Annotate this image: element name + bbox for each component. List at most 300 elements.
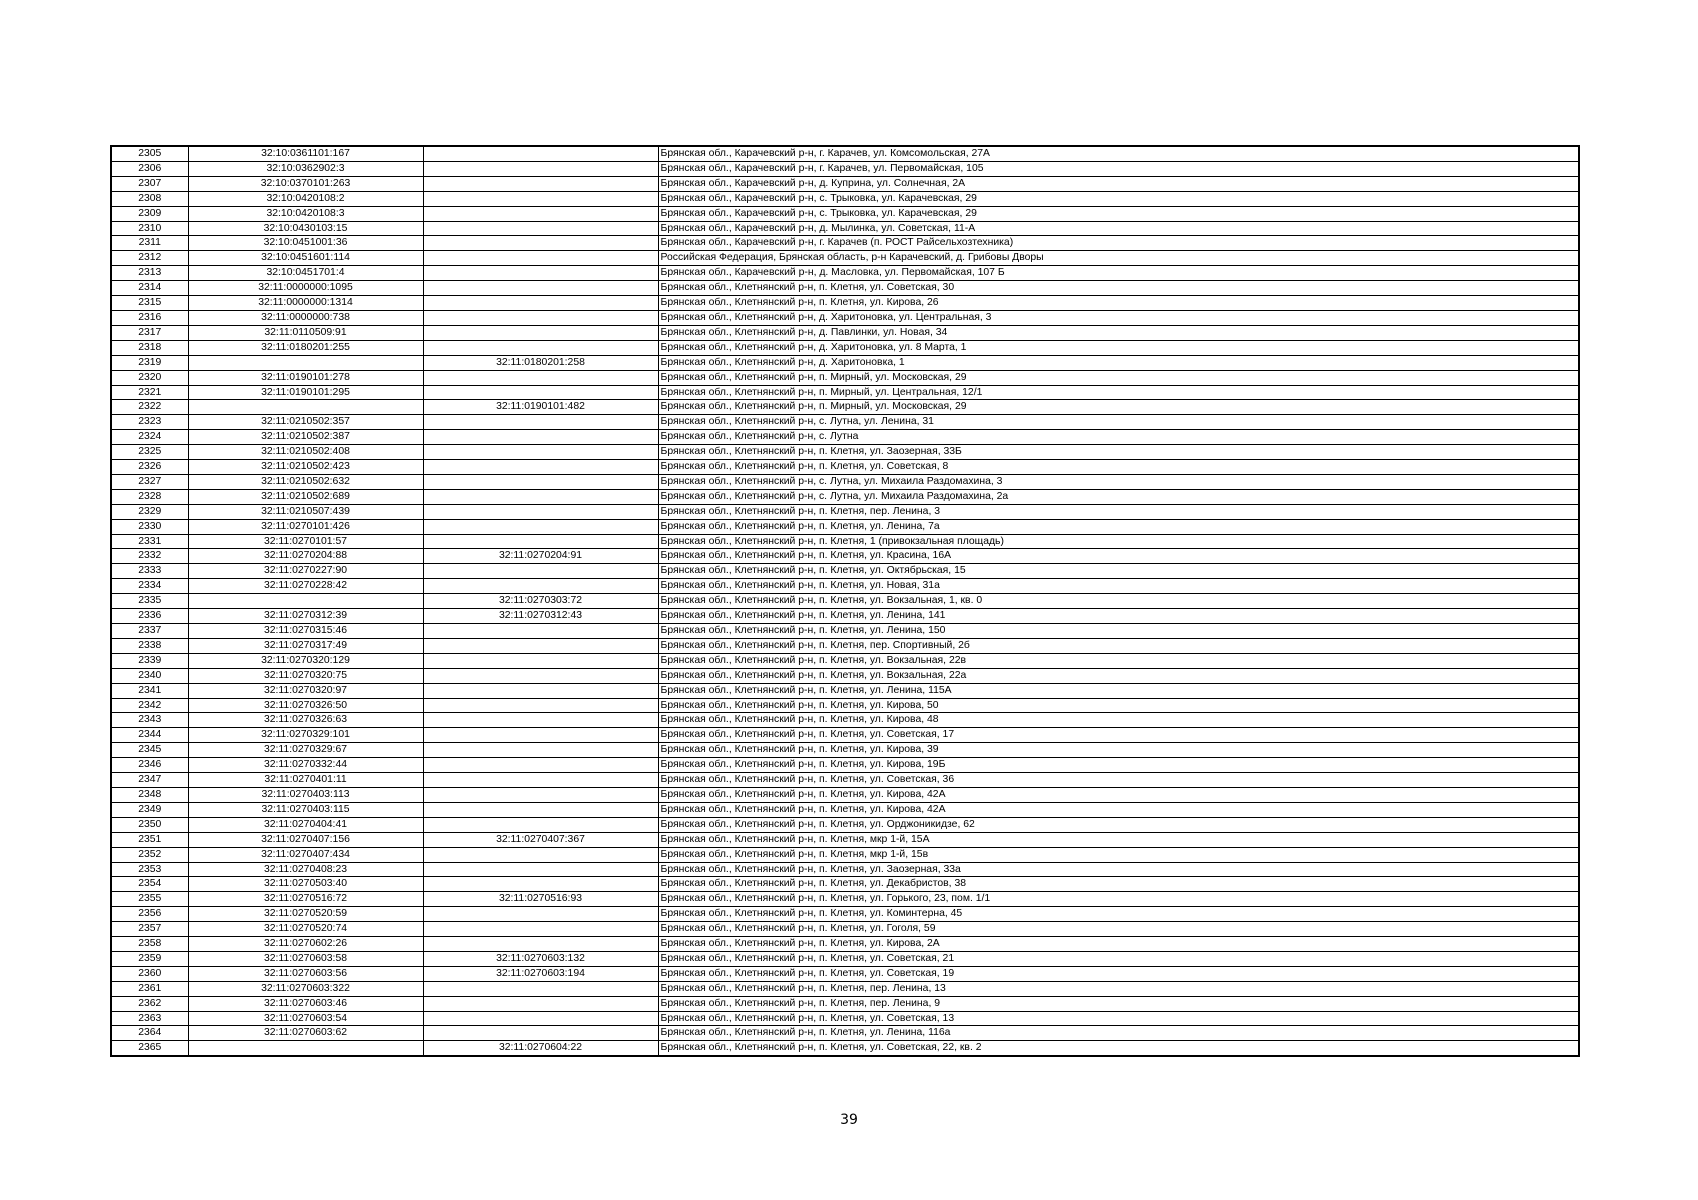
table-row <box>111 266 1579 281</box>
address-cell: Брянская обл., Клетнянский р-н, п. Клетня, ул. Вокзальная, 22а <box>658 668 1579 683</box>
building-cadastral-number-cell <box>423 415 658 430</box>
cadastral-number-cell: 32:11:0270603:58 <box>188 951 423 966</box>
row-number-cell: 2307 <box>111 176 188 191</box>
address-cell: Брянская обл., Клетнянский р-н, п. Клетня, ул. Заозерная, 33Б <box>658 445 1579 460</box>
table-row <box>111 787 1579 802</box>
building-cadastral-number-cell <box>423 370 658 385</box>
table-row <box>111 251 1579 266</box>
cadastral-number-cell: 32:10:0451701:4 <box>188 266 423 281</box>
row-number-cell: 2323 <box>111 415 188 430</box>
address-cell: Брянская обл., Карачевский р-н, г. Карачев (п. РОСТ Райсельхозтехника) <box>658 236 1579 251</box>
table-row <box>111 176 1579 191</box>
building-cadastral-number-cell <box>423 728 658 743</box>
table-row <box>111 296 1579 311</box>
address-cell: Брянская обл., Клетнянский р-н, п. Клетня, ул. Советская, 17 <box>658 728 1579 743</box>
row-number-cell: 2312 <box>111 251 188 266</box>
table-row <box>111 385 1579 400</box>
table-row <box>111 638 1579 653</box>
row-number-cell: 2360 <box>111 966 188 981</box>
table-row <box>111 773 1579 788</box>
building-cadastral-number-cell <box>423 176 658 191</box>
address-cell: Брянская обл., Клетнянский р-н, п. Клетня, мкр 1-й, 15в <box>658 847 1579 862</box>
row-number-cell: 2326 <box>111 460 188 475</box>
row-number-cell: 2364 <box>111 1026 188 1041</box>
building-cadastral-number-cell <box>423 385 658 400</box>
building-cadastral-number-cell: 32:11:0270407:367 <box>423 832 658 847</box>
building-cadastral-number-cell <box>423 534 658 549</box>
address-cell: Брянская обл., Клетнянский р-н, п. Клетня, ул. Красина, 16А <box>658 549 1579 564</box>
table-row <box>111 951 1579 966</box>
table-row <box>111 624 1579 639</box>
row-number-cell: 2311 <box>111 236 188 251</box>
cadastral-number-cell: 32:11:0210502:387 <box>188 430 423 445</box>
row-number-cell: 2352 <box>111 847 188 862</box>
address-cell: Брянская обл., Клетнянский р-н, п. Клетня, ул. Новая, 31а <box>658 579 1579 594</box>
cadastral-number-cell: 32:11:0270603:56 <box>188 966 423 981</box>
table-row <box>111 534 1579 549</box>
table-row <box>111 996 1579 1011</box>
cadastral-number-cell: 32:11:0210507:439 <box>188 504 423 519</box>
cadastral-number-cell: 32:11:0270603:62 <box>188 1026 423 1041</box>
row-number-cell: 2327 <box>111 474 188 489</box>
cadastral-number-cell: 32:11:0270404:41 <box>188 817 423 832</box>
table-row <box>111 922 1579 937</box>
row-number-cell: 2332 <box>111 549 188 564</box>
row-number-cell: 2331 <box>111 534 188 549</box>
address-cell: Брянская обл., Клетнянский р-н, п. Мирный, ул. Московская, 29 <box>658 370 1579 385</box>
table-row <box>111 236 1579 251</box>
cadastral-number-cell: 32:10:0430103:15 <box>188 221 423 236</box>
address-cell: Брянская обл., Клетнянский р-н, п. Клетня, ул. Ленина, 115А <box>658 683 1579 698</box>
building-cadastral-number-cell: 32:11:0270516:93 <box>423 892 658 907</box>
cadastral-number-cell: 32:11:0270603:322 <box>188 981 423 996</box>
row-number-cell: 2348 <box>111 787 188 802</box>
row-number-cell: 2356 <box>111 907 188 922</box>
row-number-cell: 2306 <box>111 161 188 176</box>
row-number-cell: 2336 <box>111 609 188 624</box>
row-number-cell: 2305 <box>111 146 188 161</box>
building-cadastral-number-cell <box>423 340 658 355</box>
address-cell: Брянская обл., Клетнянский р-н, п. Клетня, пер. Ленина, 13 <box>658 981 1579 996</box>
table-row <box>111 937 1579 952</box>
building-cadastral-number-cell <box>423 206 658 221</box>
table-row <box>111 445 1579 460</box>
table-row <box>111 281 1579 296</box>
table-row <box>111 802 1579 817</box>
cadastral-number-cell: 32:11:0270326:63 <box>188 713 423 728</box>
address-cell: Брянская обл., Клетнянский р-н, п. Клетня, ул. Ленина, 141 <box>658 609 1579 624</box>
cadastral-number-cell: 32:10:0370101:263 <box>188 176 423 191</box>
row-number-cell: 2351 <box>111 832 188 847</box>
table-row <box>111 862 1579 877</box>
building-cadastral-number-cell <box>423 817 658 832</box>
table-row <box>111 415 1579 430</box>
building-cadastral-number-cell: 32:11:0270303:72 <box>423 594 658 609</box>
address-cell: Брянская обл., Карачевский р-н, с. Трыковка, ул. Карачевская, 29 <box>658 206 1579 221</box>
row-number-cell: 2330 <box>111 519 188 534</box>
table-row <box>111 579 1579 594</box>
address-cell: Брянская обл., Клетнянский р-н, д. Павлинки, ул. Новая, 34 <box>658 325 1579 340</box>
address-cell: Брянская обл., Клетнянский р-н, п. Клетня, ул. Декабристов, 38 <box>658 877 1579 892</box>
address-cell: Брянская обл., Клетнянский р-н, п. Клетня, ул. Кирова, 42А <box>658 802 1579 817</box>
row-number-cell: 2340 <box>111 668 188 683</box>
table-row <box>111 877 1579 892</box>
cadastral-number-cell: 32:11:0000000:738 <box>188 310 423 325</box>
table-row <box>111 653 1579 668</box>
address-cell: Брянская обл., Клетнянский р-н, п. Клетня, ул. Советская, 22, кв. 2 <box>658 1041 1579 1056</box>
building-cadastral-number-cell <box>423 758 658 773</box>
building-cadastral-number-cell <box>423 787 658 802</box>
cadastral-number-cell: 32:11:0270407:156 <box>188 832 423 847</box>
address-cell: Брянская обл., Клетнянский р-н, п. Клетня, ул. Советская, 21 <box>658 951 1579 966</box>
address-cell: Брянская обл., Клетнянский р-н, п. Клетня, ул. Кирова, 26 <box>658 296 1579 311</box>
building-cadastral-number-cell <box>423 773 658 788</box>
building-cadastral-number-cell <box>423 579 658 594</box>
building-cadastral-number-cell <box>423 877 658 892</box>
address-cell: Брянская обл., Клетнянский р-н, п. Клетня, ул. Советская, 13 <box>658 1011 1579 1026</box>
row-number-cell: 2347 <box>111 773 188 788</box>
address-cell: Брянская обл., Клетнянский р-н, п. Клетня, мкр 1-й, 15А <box>658 832 1579 847</box>
table-row <box>111 758 1579 773</box>
table-row <box>111 430 1579 445</box>
address-cell: Брянская обл., Клетнянский р-н, п. Клетня, пер. Спортивный, 2б <box>658 638 1579 653</box>
address-cell: Брянская обл., Карачевский р-н, г. Карачев, ул. Первомайская, 105 <box>658 161 1579 176</box>
building-cadastral-number-cell <box>423 683 658 698</box>
row-number-cell: 2337 <box>111 624 188 639</box>
address-cell: Брянская обл., Карачевский р-н, д. Мылинка, ул. Советская, 11-А <box>658 221 1579 236</box>
building-cadastral-number-cell <box>423 624 658 639</box>
cadastral-number-cell: 32:11:0270204:88 <box>188 549 423 564</box>
row-number-cell: 2338 <box>111 638 188 653</box>
building-cadastral-number-cell <box>423 504 658 519</box>
cadastral-number-cell: 32:10:0361101:167 <box>188 146 423 161</box>
cadastral-number-cell: 32:11:0270520:59 <box>188 907 423 922</box>
address-cell: Брянская обл., Клетнянский р-н, п. Клетня, ул. Орджоникидзе, 62 <box>658 817 1579 832</box>
cadastral-number-cell: 32:11:0190101:278 <box>188 370 423 385</box>
cadastral-number-cell: 32:11:0270317:49 <box>188 638 423 653</box>
property-table-body <box>111 146 1579 1056</box>
building-cadastral-number-cell <box>423 221 658 236</box>
cadastral-number-cell: 32:11:0270320:129 <box>188 653 423 668</box>
address-cell: Российская Федерация, Брянская область, р-н Карачевский, д. Грибовы Дворы <box>658 251 1579 266</box>
address-cell: Брянская обл., Карачевский р-н, д. Куприна, ул. Солнечная, 2А <box>658 176 1579 191</box>
cadastral-number-cell: 32:11:0270312:39 <box>188 609 423 624</box>
row-number-cell: 2309 <box>111 206 188 221</box>
row-number-cell: 2329 <box>111 504 188 519</box>
table-row <box>111 728 1579 743</box>
address-cell: Брянская обл., Клетнянский р-н, п. Клетня, ул. Кирова, 19Б <box>658 758 1579 773</box>
table-row <box>111 847 1579 862</box>
cadastral-number-cell: 32:11:0270603:46 <box>188 996 423 1011</box>
address-cell: Брянская обл., Клетнянский р-н, п. Клетня, ул. Кирова, 48 <box>658 713 1579 728</box>
address-cell: Брянская обл., Клетнянский р-н, д. Харитоновка, ул. 8 Марта, 1 <box>658 340 1579 355</box>
row-number-cell: 2339 <box>111 653 188 668</box>
row-number-cell: 2362 <box>111 996 188 1011</box>
row-number-cell: 2363 <box>111 1011 188 1026</box>
cadastral-number-cell: 32:11:0270329:67 <box>188 743 423 758</box>
row-number-cell: 2313 <box>111 266 188 281</box>
address-cell: Брянская обл., Клетнянский р-н, п. Клетня, ул. Кирова, 50 <box>658 698 1579 713</box>
address-cell: Брянская обл., Клетнянский р-н, с. Лутна, ул. Ленина, 31 <box>658 415 1579 430</box>
row-number-cell: 2354 <box>111 877 188 892</box>
cadastral-number-cell: 32:11:0270407:434 <box>188 847 423 862</box>
cadastral-number-cell: 32:11:0270329:101 <box>188 728 423 743</box>
building-cadastral-number-cell <box>423 847 658 862</box>
cadastral-number-cell: 32:11:0270401:11 <box>188 773 423 788</box>
building-cadastral-number-cell <box>423 922 658 937</box>
address-cell: Брянская обл., Клетнянский р-н, с. Лутна <box>658 430 1579 445</box>
building-cadastral-number-cell <box>423 802 658 817</box>
row-number-cell: 2325 <box>111 445 188 460</box>
row-number-cell: 2308 <box>111 191 188 206</box>
row-number-cell: 2314 <box>111 281 188 296</box>
building-cadastral-number-cell <box>423 937 658 952</box>
row-number-cell: 2359 <box>111 951 188 966</box>
address-cell: Брянская обл., Клетнянский р-н, п. Клетня, 1 (привокзальная площадь) <box>658 534 1579 549</box>
row-number-cell: 2346 <box>111 758 188 773</box>
row-number-cell: 2358 <box>111 937 188 952</box>
table-row <box>111 668 1579 683</box>
building-cadastral-number-cell <box>423 981 658 996</box>
table-row <box>111 325 1579 340</box>
cadastral-number-cell: 32:11:0270516:72 <box>188 892 423 907</box>
table-row <box>111 1041 1579 1056</box>
row-number-cell: 2310 <box>111 221 188 236</box>
address-cell: Брянская обл., Клетнянский р-н, п. Мирный, ул. Московская, 29 <box>658 400 1579 415</box>
building-cadastral-number-cell <box>423 1011 658 1026</box>
building-cadastral-number-cell: 32:11:0190101:482 <box>423 400 658 415</box>
building-cadastral-number-cell <box>423 489 658 504</box>
cadastral-number-cell: 32:11:0000000:1095 <box>188 281 423 296</box>
building-cadastral-number-cell <box>423 191 658 206</box>
table-row <box>111 549 1579 564</box>
row-number-cell: 2317 <box>111 325 188 340</box>
address-cell: Брянская обл., Клетнянский р-н, п. Клетня, пер. Ленина, 3 <box>658 504 1579 519</box>
table-row <box>111 743 1579 758</box>
cadastral-number-cell <box>188 594 423 609</box>
cadastral-number-cell: 32:11:0270520:74 <box>188 922 423 937</box>
table-row <box>111 981 1579 996</box>
address-cell: Брянская обл., Клетнянский р-н, п. Клетня, ул. Советская, 30 <box>658 281 1579 296</box>
row-number-cell: 2349 <box>111 802 188 817</box>
table-row <box>111 400 1579 415</box>
building-cadastral-number-cell <box>423 638 658 653</box>
address-cell: Брянская обл., Клетнянский р-н, п. Клетня, пер. Ленина, 9 <box>658 996 1579 1011</box>
row-number-cell: 2335 <box>111 594 188 609</box>
cadastral-number-cell <box>188 400 423 415</box>
row-number-cell: 2357 <box>111 922 188 937</box>
address-cell: Брянская обл., Клетнянский р-н, п. Клетня, ул. Вокзальная, 1, кв. 0 <box>658 594 1579 609</box>
cadastral-number-cell: 32:10:0451601:114 <box>188 251 423 266</box>
table-row <box>111 907 1579 922</box>
row-number-cell: 2343 <box>111 713 188 728</box>
table-row <box>111 609 1579 624</box>
address-cell: Брянская обл., Клетнянский р-н, п. Клетня, ул. Кирова, 42А <box>658 787 1579 802</box>
row-number-cell: 2345 <box>111 743 188 758</box>
table-row <box>111 310 1579 325</box>
cadastral-number-cell: 32:11:0270227:90 <box>188 564 423 579</box>
row-number-cell: 2361 <box>111 981 188 996</box>
address-cell: Брянская обл., Карачевский р-н, д. Масловка, ул. Первомайская, 107 Б <box>658 266 1579 281</box>
table-row <box>111 1011 1579 1026</box>
row-number-cell: 2316 <box>111 310 188 325</box>
cadastral-number-cell: 32:11:0270320:75 <box>188 668 423 683</box>
cadastral-number-cell: 32:11:0270101:426 <box>188 519 423 534</box>
cadastral-number-cell: 32:10:0420108:2 <box>188 191 423 206</box>
cadastral-number-cell: 32:10:0362902:3 <box>188 161 423 176</box>
cadastral-number-cell: 32:11:0270101:57 <box>188 534 423 549</box>
address-cell: Брянская обл., Клетнянский р-н, п. Клетня, ул. Коминтерна, 45 <box>658 907 1579 922</box>
building-cadastral-number-cell: 32:11:0270603:132 <box>423 951 658 966</box>
row-number-cell: 2342 <box>111 698 188 713</box>
cadastral-number-cell: 32:11:0210502:357 <box>188 415 423 430</box>
row-number-cell: 2350 <box>111 817 188 832</box>
building-cadastral-number-cell <box>423 296 658 311</box>
address-cell: Брянская обл., Клетнянский р-н, с. Лутна, ул. Михаила Раздомахина, 3 <box>658 474 1579 489</box>
building-cadastral-number-cell <box>423 698 658 713</box>
row-number-cell: 2321 <box>111 385 188 400</box>
table-row <box>111 1026 1579 1041</box>
building-cadastral-number-cell <box>423 460 658 475</box>
table-row <box>111 564 1579 579</box>
row-number-cell: 2318 <box>111 340 188 355</box>
cadastral-number-cell: 32:11:0210502:632 <box>188 474 423 489</box>
cadastral-number-cell: 32:11:0270408:23 <box>188 862 423 877</box>
building-cadastral-number-cell <box>423 266 658 281</box>
cadastral-number-cell: 32:11:0110509:91 <box>188 325 423 340</box>
building-cadastral-number-cell <box>423 564 658 579</box>
cadastral-number-cell: 32:11:0270332:44 <box>188 758 423 773</box>
row-number-cell: 2315 <box>111 296 188 311</box>
table-row <box>111 966 1579 981</box>
address-cell: Брянская обл., Клетнянский р-н, д. Харитоновка, 1 <box>658 355 1579 370</box>
address-cell: Брянская обл., Карачевский р-н, г. Карачев, ул. Комсомольская, 27А <box>658 146 1579 161</box>
building-cadastral-number-cell <box>423 161 658 176</box>
row-number-cell: 2320 <box>111 370 188 385</box>
row-number-cell: 2324 <box>111 430 188 445</box>
table-row <box>111 460 1579 475</box>
cadastral-number-cell <box>188 355 423 370</box>
table-row <box>111 713 1579 728</box>
address-cell: Брянская обл., Клетнянский р-н, п. Мирный, ул. Центральная, 12/1 <box>658 385 1579 400</box>
building-cadastral-number-cell <box>423 519 658 534</box>
building-cadastral-number-cell <box>423 862 658 877</box>
table-row <box>111 146 1579 161</box>
table-row <box>111 474 1579 489</box>
row-number-cell: 2341 <box>111 683 188 698</box>
table-row <box>111 832 1579 847</box>
building-cadastral-number-cell <box>423 713 658 728</box>
table-row <box>111 191 1579 206</box>
building-cadastral-number-cell <box>423 907 658 922</box>
building-cadastral-number-cell: 32:11:0180201:258 <box>423 355 658 370</box>
cadastral-number-cell: 32:11:0270503:40 <box>188 877 423 892</box>
table-row <box>111 892 1579 907</box>
cadastral-number-cell: 32:11:0270403:115 <box>188 802 423 817</box>
table-row <box>111 221 1579 236</box>
row-number-cell: 2322 <box>111 400 188 415</box>
building-cadastral-number-cell: 32:11:0270204:91 <box>423 549 658 564</box>
address-cell: Брянская обл., Клетнянский р-н, п. Клетня, ул. Ленина, 7а <box>658 519 1579 534</box>
address-cell: Брянская обл., Клетнянский р-н, п. Клетня, ул. Кирова, 2А <box>658 937 1579 952</box>
row-number-cell: 2344 <box>111 728 188 743</box>
building-cadastral-number-cell <box>423 281 658 296</box>
cadastral-number-cell: 32:11:0000000:1314 <box>188 296 423 311</box>
building-cadastral-number-cell <box>423 445 658 460</box>
cadastral-number-cell: 32:11:0210502:423 <box>188 460 423 475</box>
cadastral-number-cell <box>188 1041 423 1056</box>
table-row <box>111 489 1579 504</box>
address-cell: Брянская обл., Клетнянский р-н, п. Клетня, ул. Вокзальная, 22в <box>658 653 1579 668</box>
cadastral-number-cell: 32:11:0190101:295 <box>188 385 423 400</box>
table-row <box>111 519 1579 534</box>
cadastral-number-cell: 32:11:0180201:255 <box>188 340 423 355</box>
table-row <box>111 698 1579 713</box>
address-cell: Брянская обл., Клетнянский р-н, п. Клетня, ул. Советская, 19 <box>658 966 1579 981</box>
building-cadastral-number-cell <box>423 668 658 683</box>
address-cell: Брянская обл., Клетнянский р-н, п. Клетня, ул. Ленина, 116а <box>658 1026 1579 1041</box>
building-cadastral-number-cell <box>423 996 658 1011</box>
table-row <box>111 504 1579 519</box>
address-cell: Брянская обл., Клетнянский р-н, д. Харитоновка, ул. Центральная, 3 <box>658 310 1579 325</box>
address-cell: Брянская обл., Клетнянский р-н, п. Клетня, ул. Советская, 36 <box>658 773 1579 788</box>
row-number-cell: 2365 <box>111 1041 188 1056</box>
row-number-cell: 2333 <box>111 564 188 579</box>
address-cell: Брянская обл., Клетнянский р-н, п. Клетня, ул. Кирова, 39 <box>658 743 1579 758</box>
address-cell: Брянская обл., Клетнянский р-н, п. Клетня, ул. Ленина, 150 <box>658 624 1579 639</box>
table-row <box>111 340 1579 355</box>
table-row <box>111 594 1579 609</box>
building-cadastral-number-cell <box>423 236 658 251</box>
address-cell: Брянская обл., Клетнянский р-н, п. Клетня, ул. Советская, 8 <box>658 460 1579 475</box>
building-cadastral-number-cell <box>423 325 658 340</box>
building-cadastral-number-cell: 32:11:0270604:22 <box>423 1041 658 1056</box>
address-cell: Брянская обл., Карачевский р-н, с. Трыковка, ул. Карачевская, 29 <box>658 191 1579 206</box>
building-cadastral-number-cell: 32:11:0270312:43 <box>423 609 658 624</box>
row-number-cell: 2353 <box>111 862 188 877</box>
row-number-cell: 2355 <box>111 892 188 907</box>
building-cadastral-number-cell <box>423 310 658 325</box>
page-number: 39 <box>840 1112 858 1128</box>
cadastral-number-cell: 32:11:0210502:408 <box>188 445 423 460</box>
cadastral-number-cell: 32:10:0420108:3 <box>188 206 423 221</box>
building-cadastral-number-cell <box>423 430 658 445</box>
building-cadastral-number-cell <box>423 251 658 266</box>
cadastral-number-cell: 32:11:0270603:54 <box>188 1011 423 1026</box>
cadastral-number-cell: 32:11:0270320:97 <box>188 683 423 698</box>
table-row <box>111 370 1579 385</box>
row-number-cell: 2328 <box>111 489 188 504</box>
address-cell: Брянская обл., Клетнянский р-н, п. Клетня, ул. Гоголя, 59 <box>658 922 1579 937</box>
cadastral-number-cell: 32:11:0270315:46 <box>188 624 423 639</box>
table-row <box>111 683 1579 698</box>
building-cadastral-number-cell <box>423 653 658 668</box>
address-cell: Брянская обл., Клетнянский р-н, п. Клетня, ул. Горького, 23, пом. 1/1 <box>658 892 1579 907</box>
cadastral-number-cell: 32:11:0210502:689 <box>188 489 423 504</box>
cadastral-number-cell: 32:10:0451001:36 <box>188 236 423 251</box>
cadastral-number-cell: 32:11:0270228:42 <box>188 579 423 594</box>
building-cadastral-number-cell <box>423 146 658 161</box>
building-cadastral-number-cell <box>423 1026 658 1041</box>
building-cadastral-number-cell <box>423 743 658 758</box>
table-row <box>111 206 1579 221</box>
table-row <box>111 817 1579 832</box>
address-cell: Брянская обл., Клетнянский р-н, с. Лутна, ул. Михаила Раздомахина, 2а <box>658 489 1579 504</box>
cadastral-number-cell: 32:11:0270602:26 <box>188 937 423 952</box>
row-number-cell: 2319 <box>111 355 188 370</box>
table-row <box>111 355 1579 370</box>
address-cell: Брянская обл., Клетнянский р-н, п. Клетня, ул. Октябрьская, 15 <box>658 564 1579 579</box>
